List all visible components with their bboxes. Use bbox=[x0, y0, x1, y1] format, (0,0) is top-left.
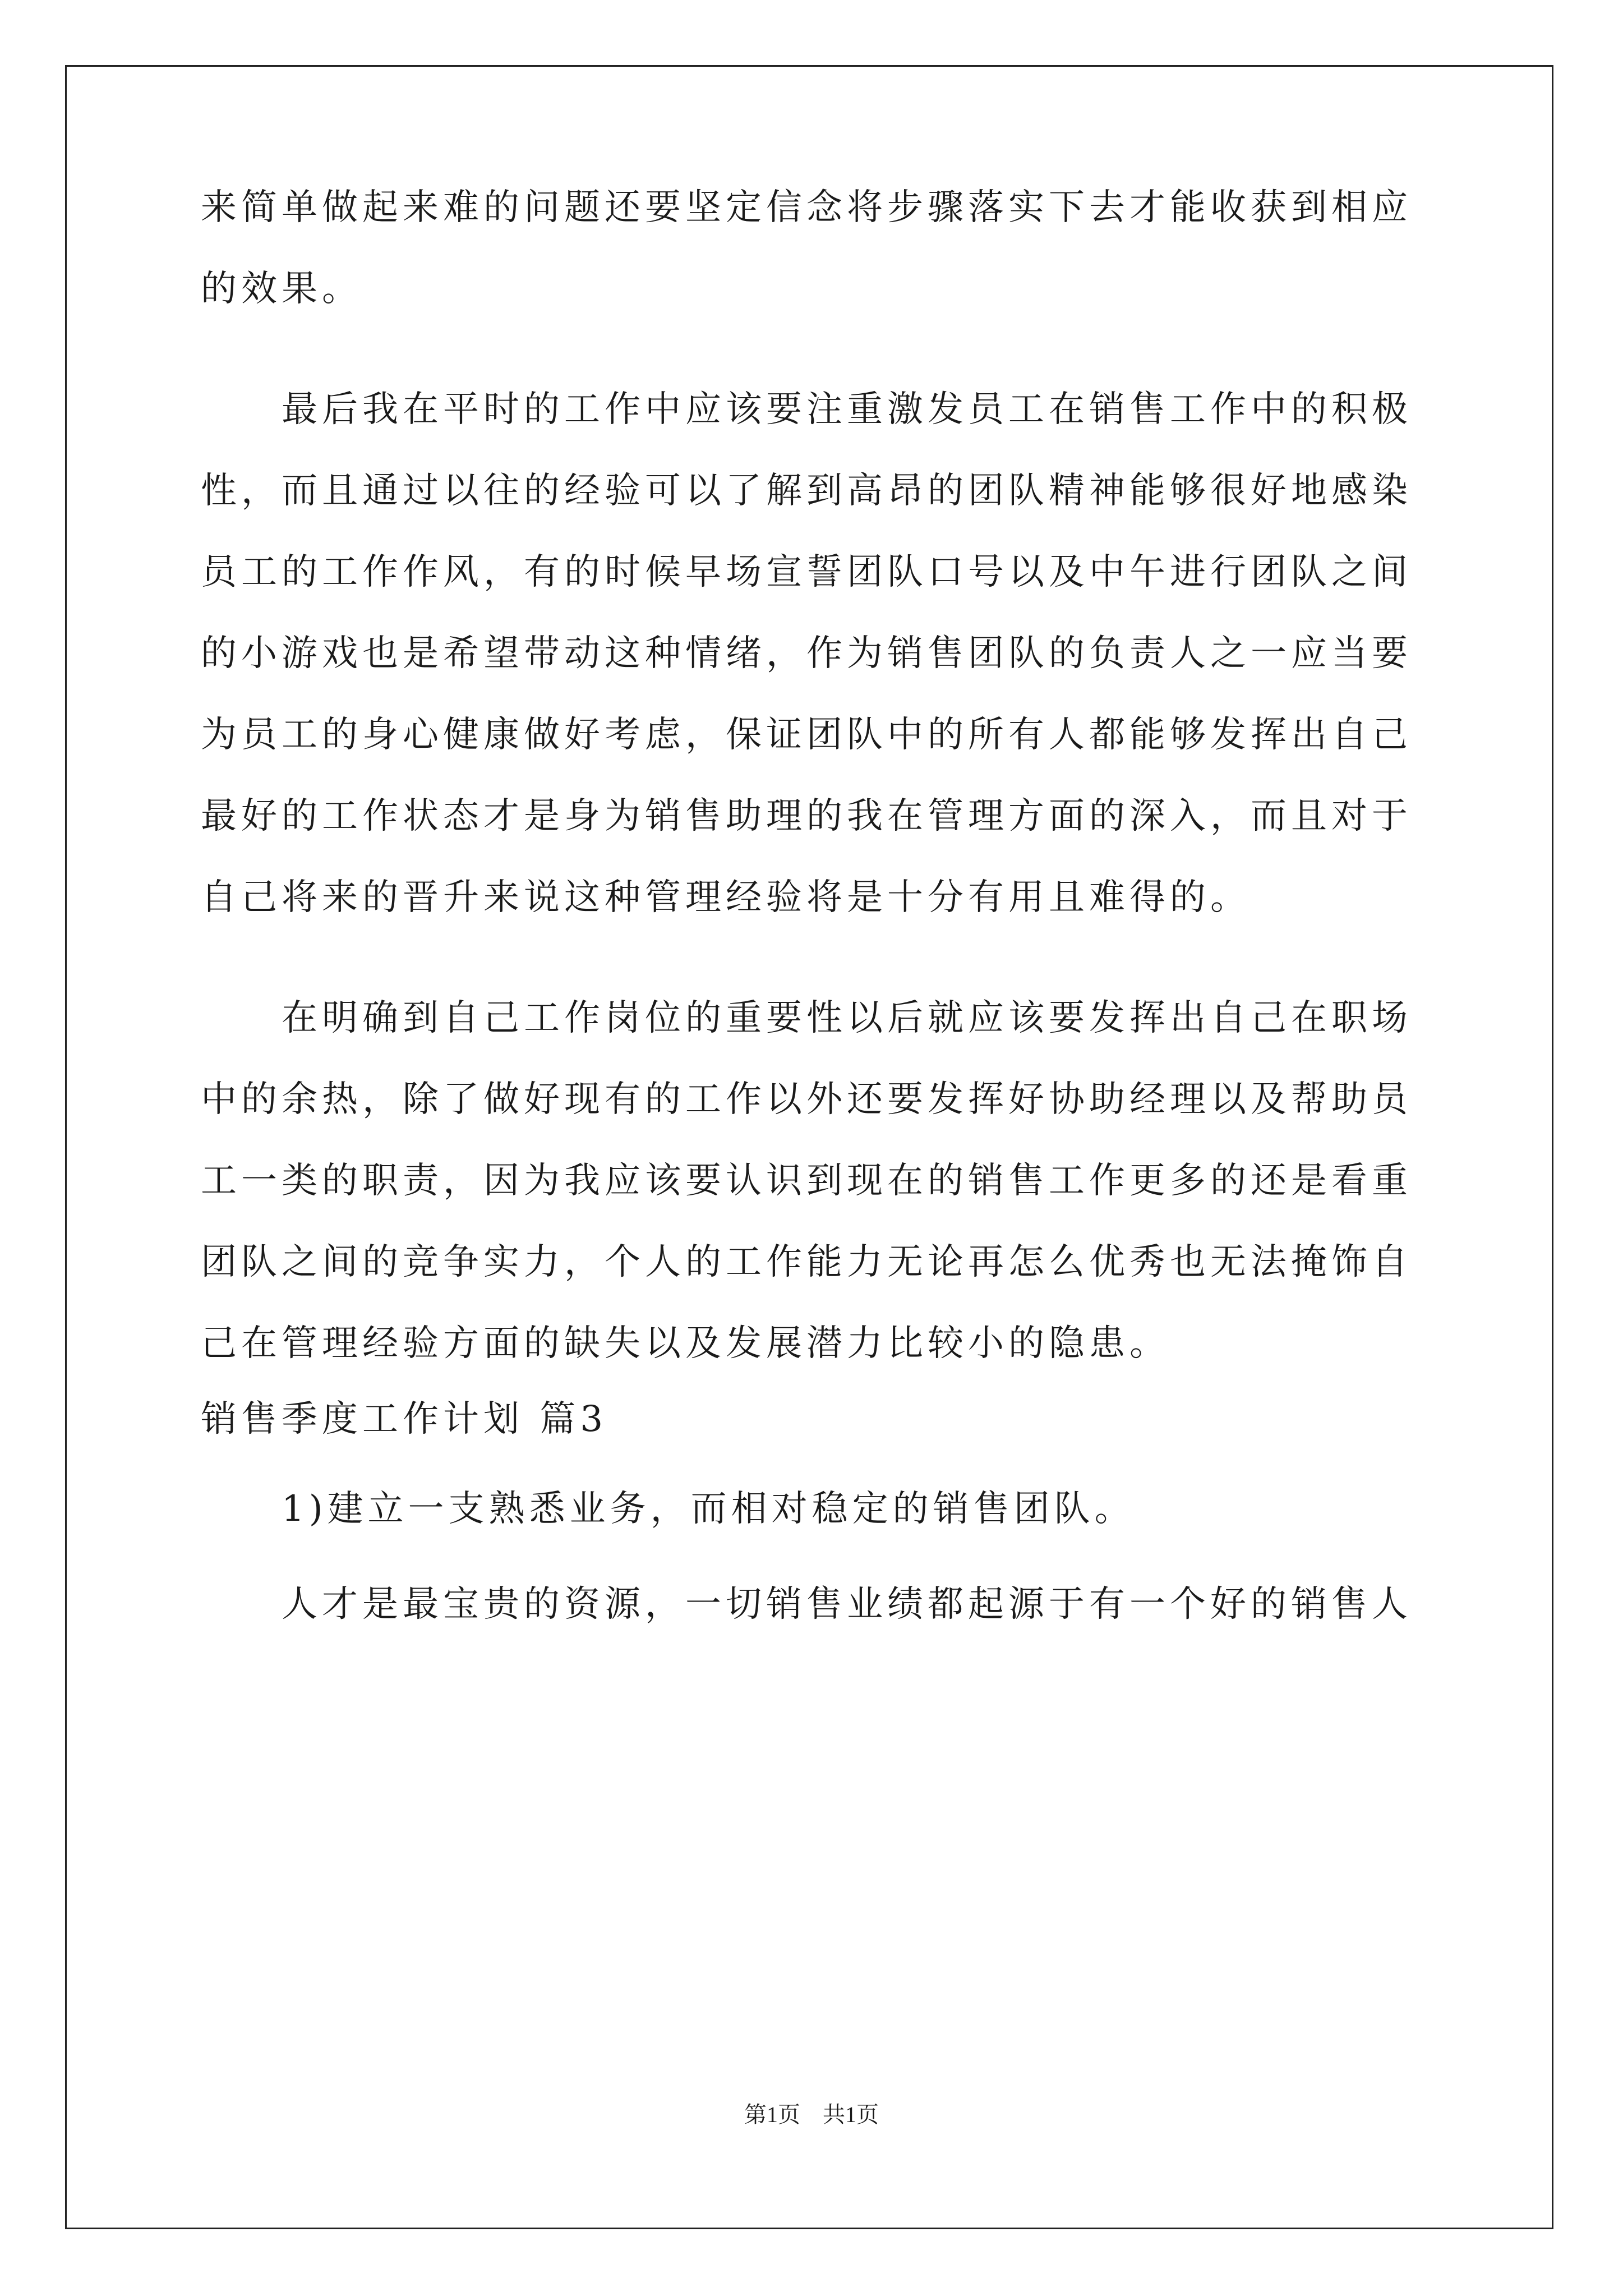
text-line: 最好的工作状态才是身为销售助理的我在管理方面的深入，而且对于 bbox=[201, 795, 1412, 837]
section-heading: 销售季度工作计划 篇3 bbox=[201, 1398, 608, 1440]
text-line: 性，而且通过以往的经验可以了解到高昂的团队精神能够很好地感染 bbox=[201, 470, 1412, 512]
page-number: 第1页 共1页 bbox=[744, 2102, 879, 2127]
text-line: 的效果。 bbox=[201, 268, 362, 310]
text-line: 工一类的职责，因为我应该要认识到现在的销售工作更多的还是看重 bbox=[201, 1160, 1412, 1202]
text-line: 中的余热，除了做好现有的工作以外还要发挥好协助经理以及帮助员 bbox=[201, 1079, 1412, 1120]
text-line: 员工的工作作风，有的时候早场宣誓团队口号以及中午进行团队之间 bbox=[201, 551, 1412, 593]
text-line: 最后我在平时的工作中应该要注重激发员工在销售工作中的积极 bbox=[201, 389, 1412, 430]
text-line: 的小游戏也是希望带动这种情绪，作为销售团队的负责人之一应当要 bbox=[201, 633, 1412, 674]
text-line: 人才是最宝贵的资源，一切销售业绩都起源于有一个好的销售人 bbox=[201, 1584, 1412, 1625]
text-line: 1)建立一支熟悉业务，而相对稳定的销售团队。 bbox=[201, 1488, 1135, 1530]
text-line: 己在管理经验方面的缺失以及发展潜力比较小的隐患。 bbox=[201, 1323, 1170, 1364]
text-line: 为员工的身心健康做好考虑，保证团队中的所有人都能够发挥出自己 bbox=[201, 714, 1412, 756]
text-line: 在明确到自己工作岗位的重要性以后就应该要发挥出自己在职场 bbox=[201, 997, 1412, 1039]
text-line: 团队之间的竞争实力，个人的工作能力无论再怎么优秀也无法掩饰自 bbox=[201, 1241, 1412, 1283]
text-line: 来简单做起来难的问题还要坚定信念将步骤落实下去才能收获到相应 bbox=[201, 187, 1412, 228]
text-line: 自己将来的晋升来说这种管理经验将是十分有用且难得的。 bbox=[201, 877, 1251, 918]
